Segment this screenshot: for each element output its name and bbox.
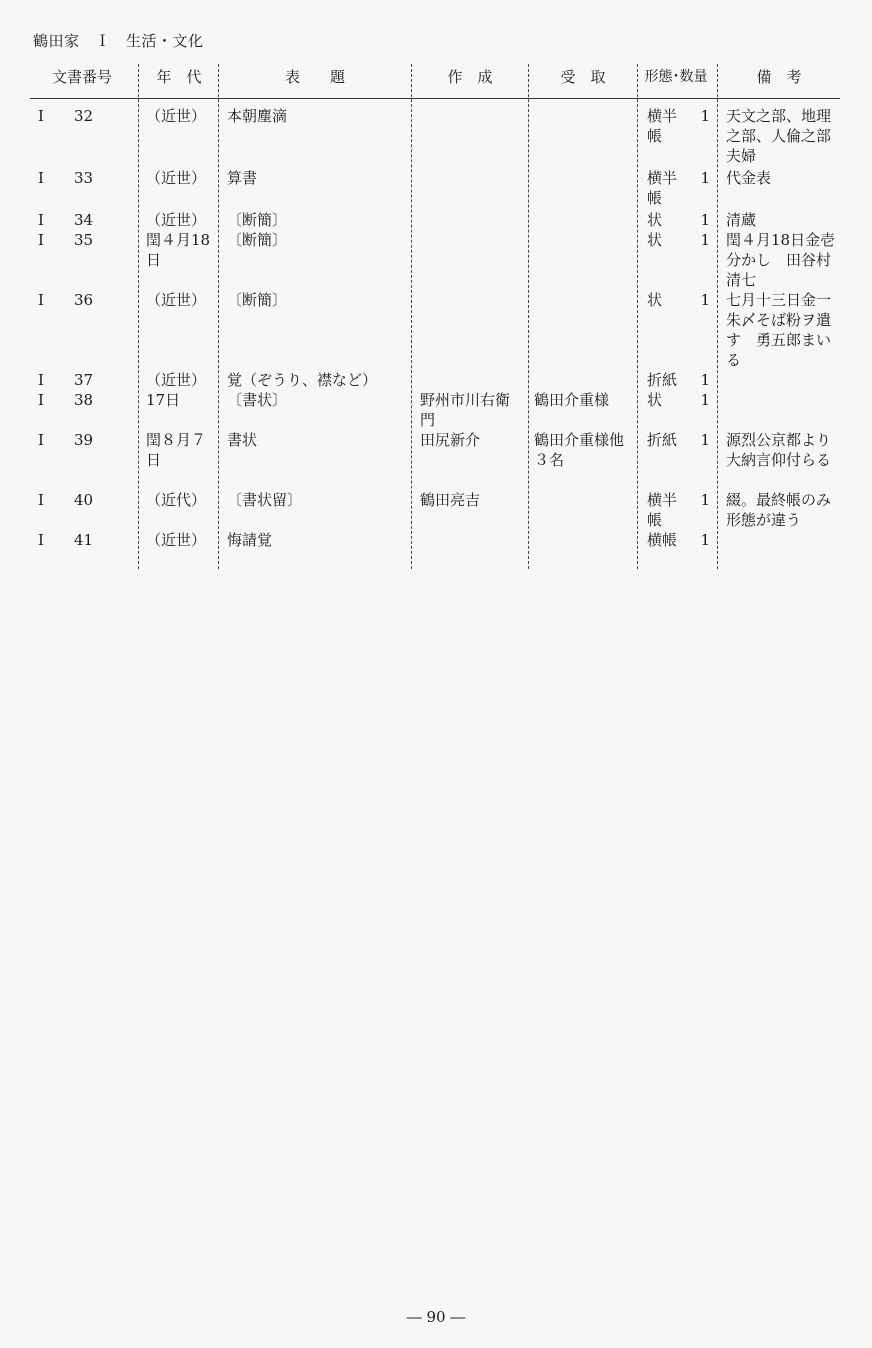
cell-form: 横半帳: [647, 491, 678, 529]
header-form-qty: 形態･数量: [644, 69, 708, 85]
running-head: 鶴田家 Ｉ 生活・文化: [33, 32, 204, 50]
column-divider: [138, 64, 139, 569]
cell-title: 〔書状留〕: [227, 491, 303, 509]
cell-notes: 天文之部、地理之部、人倫之部夫婦: [726, 107, 832, 165]
cell-form: 状: [647, 391, 663, 409]
cell-notes: 閏４月18日金壱分かし 田谷村清七: [726, 231, 836, 289]
cell-date: （近世）: [146, 291, 207, 309]
cell-creator: 野州市川右衛門: [420, 391, 511, 429]
cell-notes: 清蔵: [726, 211, 757, 229]
cell-series: I: [38, 231, 44, 249]
cell-title: 〔書状〕: [227, 391, 288, 409]
cell-title: 覚（ぞうり、襟など）: [227, 371, 378, 389]
cell-date: 閏４月18日: [146, 231, 211, 269]
cell-series: I: [38, 431, 44, 449]
cell-series: I: [38, 491, 44, 509]
cell-form: 状: [647, 291, 663, 309]
header-creator: 作 成: [447, 68, 493, 86]
cell-qty: 1: [700, 291, 710, 309]
cell-doc-no: 36: [74, 291, 94, 309]
cell-series: I: [38, 391, 44, 409]
cell-creator: 田尻新介: [420, 431, 481, 449]
cell-date: （近世）: [146, 531, 207, 549]
table-header: [30, 64, 840, 99]
header-date: 年 代: [156, 68, 202, 86]
cell-form: 折紙: [647, 371, 678, 389]
cell-qty: 1: [700, 431, 710, 449]
cell-series: I: [38, 107, 44, 125]
cell-series: I: [38, 211, 44, 229]
cell-form: 横帳: [647, 531, 678, 549]
cell-title: 〔断簡〕: [227, 231, 288, 249]
cell-date: 閏８月７日: [146, 431, 207, 469]
cell-date: （近世）: [146, 107, 207, 125]
cell-doc-no: 33: [74, 169, 94, 187]
catalog-table: [30, 64, 840, 569]
cell-form: 横半帳: [647, 107, 678, 145]
cell-qty: 1: [700, 231, 710, 249]
cell-date: （近世）: [146, 211, 207, 229]
cell-notes: 七月十三日金一朱〆そば粉ヲ遣す 勇五郎まいる: [726, 291, 832, 369]
page-number: ― 90 ―: [406, 1308, 466, 1326]
column-divider: [717, 64, 718, 569]
cell-series: I: [38, 531, 44, 549]
column-divider: [411, 64, 412, 569]
header-notes: 備 考: [756, 68, 802, 86]
cell-notes: 源烈公京都より大納言仰付らる: [726, 431, 832, 469]
cell-date: （近代）: [146, 491, 207, 509]
cell-series: I: [38, 169, 44, 187]
cell-title: 算書: [227, 169, 258, 187]
cell-notes: 代金表: [726, 169, 772, 187]
cell-doc-no: 34: [74, 211, 94, 229]
cell-doc-no: 38: [74, 391, 94, 409]
cell-doc-no: 39: [74, 431, 94, 449]
cell-doc-no: 35: [74, 231, 94, 249]
cell-doc-no: 32: [74, 107, 94, 125]
cell-date: 17日: [146, 391, 181, 409]
cell-qty: 1: [700, 491, 710, 509]
cell-qty: 1: [700, 107, 710, 125]
cell-series: I: [38, 291, 44, 309]
cell-title: 本朝塵滴: [227, 107, 288, 125]
cell-qty: 1: [700, 391, 710, 409]
header-recipient: 受 取: [560, 68, 606, 86]
cell-title: 〔断簡〕: [227, 211, 288, 229]
cell-doc-no: 37: [74, 371, 94, 389]
cell-qty: 1: [700, 211, 710, 229]
column-divider: [528, 64, 529, 569]
cell-form: 折紙: [647, 431, 678, 449]
header-doc-no: 文書番号: [51, 68, 112, 86]
cell-qty: 1: [700, 531, 710, 549]
cell-date: （近世）: [146, 169, 207, 187]
cell-series: I: [38, 371, 44, 389]
cell-form: 状: [647, 231, 663, 249]
cell-qty: 1: [700, 371, 710, 389]
cell-date: （近世）: [146, 371, 207, 389]
cell-creator: 鶴田亮吉: [420, 491, 481, 509]
cell-form: 横半帳: [647, 169, 678, 207]
cell-title: 〔断簡〕: [227, 291, 288, 309]
cell-title: 悔請覚: [227, 531, 273, 549]
column-divider: [218, 64, 219, 569]
column-divider: [637, 64, 638, 569]
cell-title: 書状: [227, 431, 258, 449]
cell-qty: 1: [700, 169, 710, 187]
cell-form: 状: [647, 211, 663, 229]
cell-notes: 綴。最終帳のみ形態が違う: [726, 491, 832, 529]
cell-doc-no: 41: [74, 531, 94, 549]
cell-doc-no: 40: [74, 491, 94, 509]
cell-recipient: 鶴田介重様: [534, 391, 610, 409]
cell-recipient: 鶴田介重様他３名: [534, 431, 625, 469]
header-title: 表 題: [284, 68, 345, 86]
